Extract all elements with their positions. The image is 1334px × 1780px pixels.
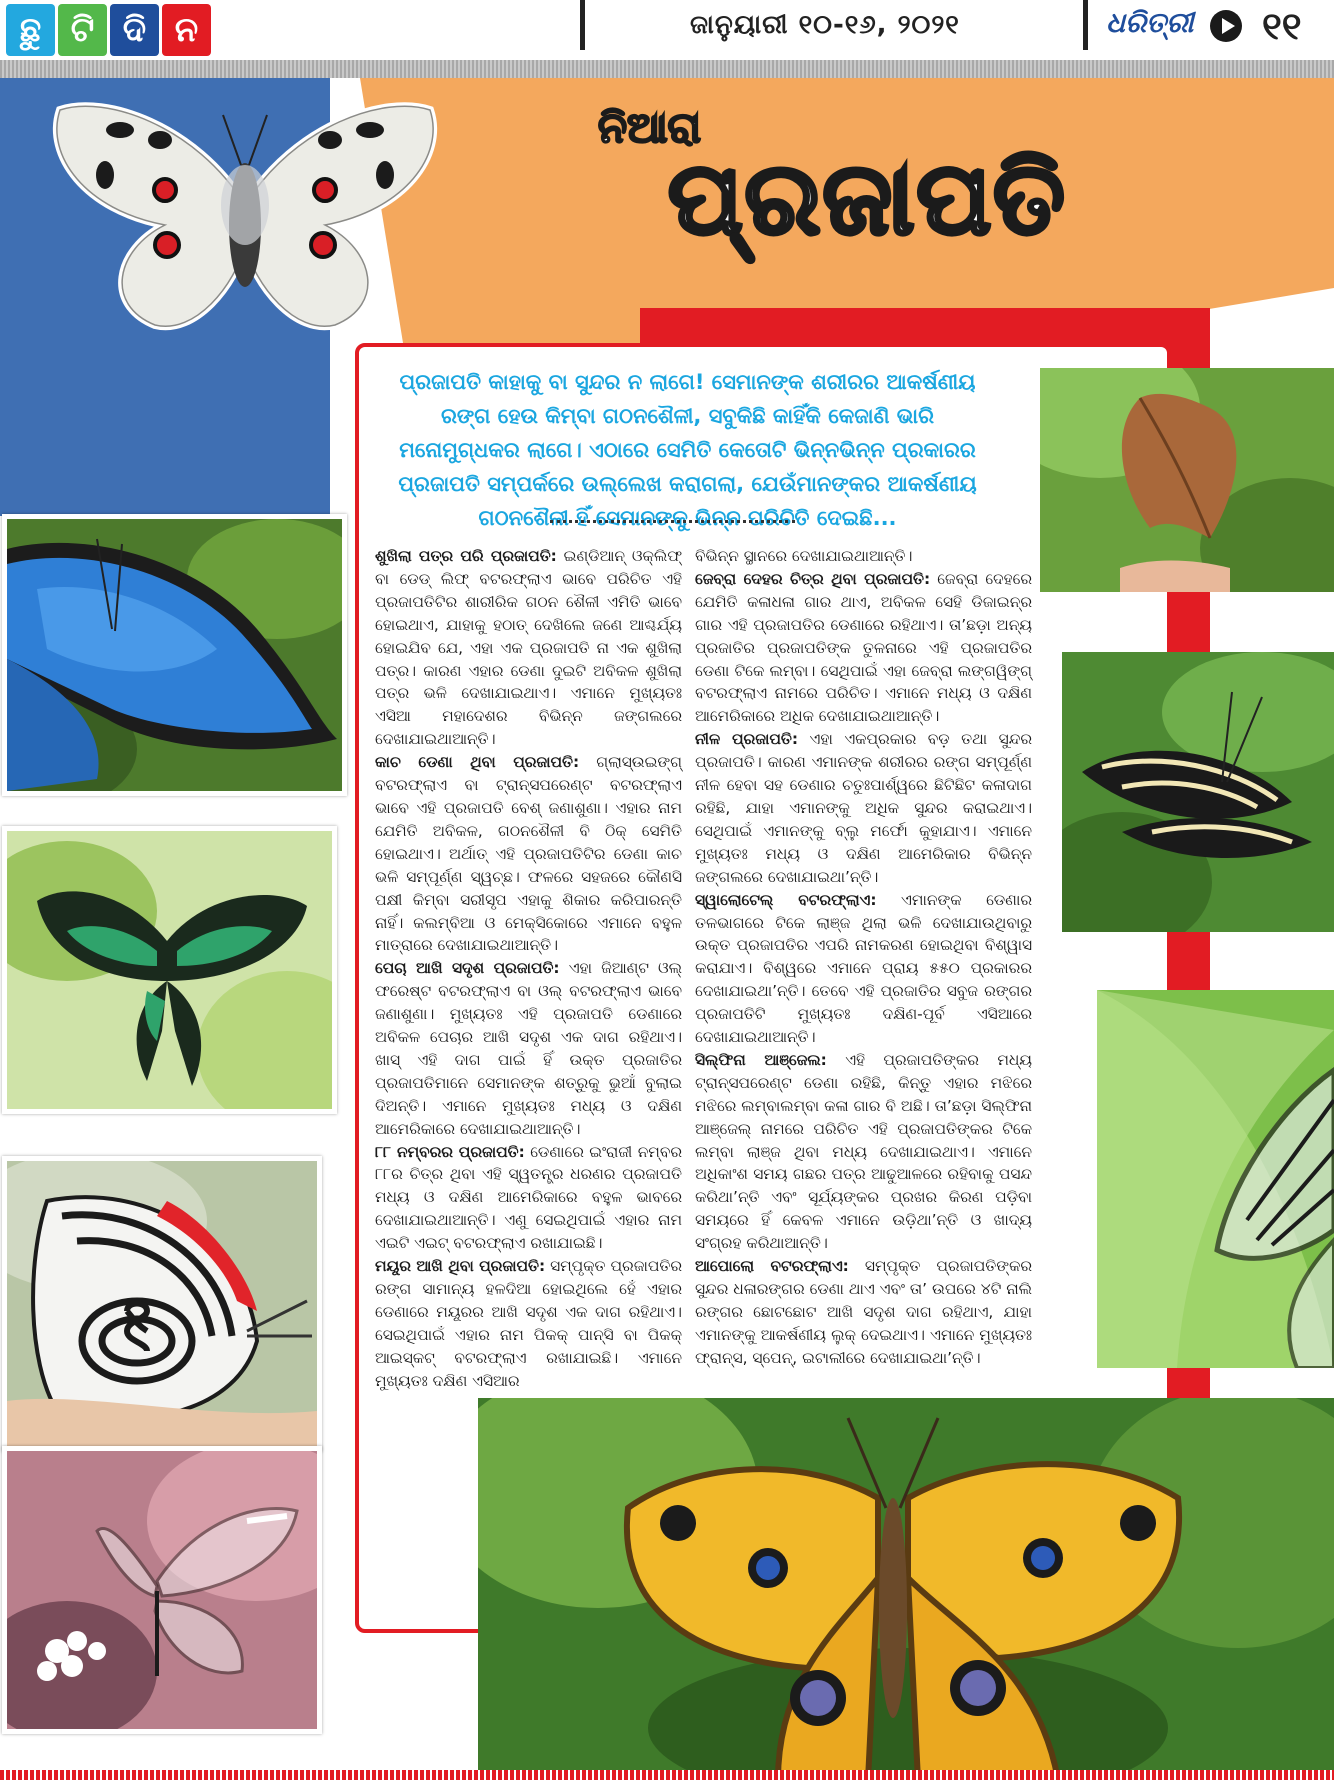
dotted-divider xyxy=(550,520,795,523)
section-logo-tile: ଦି xyxy=(110,4,159,56)
section-logo xyxy=(6,4,211,56)
subhead: କାଚ ଡେଣା ଥିବା ପ୍ରଜାପତି: xyxy=(375,753,580,772)
paragraph-text: ଏହି ପ୍ରଜାପତିଙ୍କର ମଧ୍ୟ ଟ୍ରାନ୍ସପରେଣ୍ଟ ଡେଣା ରହିଛି, କିନ୍ତୁ ଏହାର ମଝିରେ ମଝିରେ ଲମ୍ବାଲମ୍ବା କଳା ଗାର ବି ଅଛି। ତା’ଛଡ଼ା ସିଲ୍‌ଫିନା ଆଞ୍ଜେଲ୍ ନାମରେ ପରିଚିତ ଏହି ପ୍ରଜାପତିଙ୍କର ଟିକେ ଲମ୍ବା ଲାଞ୍ଜ ଥିବା ମଧ୍ୟ ଦେଖାଯାଇଥାଏ। ଏମାନେ ଅଧିକାଂଶ ସମୟ ଗଛର ପତ୍ର ଆଢୁଆଳରେ ରହିବାକୁ ପସନ୍ଦ କରିଥା’ନ୍ତି ଏବଂ ସୂର୍ଯ୍ୟଙ୍କର ପ୍ରଖର କିରଣ ପଡ଼ିବା ସମୟରେ ହିଁ କେବଳ ଏମାନେ ଉଡ଼ିଥା’ନ୍ତି ଓ ଖାଦ୍ୟ ସଂଗ୍ରହ କରିଥାଆନ୍ତି। xyxy=(695,1050,1032,1253)
paragraph-text: ସମ୍ପୃକ୍ତ ପ୍ରଜାପତିର ରଙ୍ଗ ସାମାନ୍ୟ ହଳଦିଆ ହୋଇଥିଲେ ହେଁ ଏହାର ଡେଣାରେ ମୟୂରର ଆଖି ସଦୃଶ ଏକ ଦାଗ ରହିଥାଏ। ସେଇଥିପାଇଁ ଏହାର ନାମ ପିକକ୍ ପାନ୍ସି ବା ପିକକ୍ ଆଇସ୍କଟ୍ ବଟରଫ୍ଲାଏ ରଖାଯାଇଛି। ଏମାନେ ମୁଖ୍ୟତଃ ଦକ୍ଷିଣ ଏସିଆର xyxy=(375,1257,682,1390)
newspaper-logo: ଧରିତ୍ରୀ xyxy=(1106,6,1194,39)
glasswing-butterfly-photo xyxy=(2,1446,322,1734)
paragraph-text: ଡେଣାରେ ଇଂରାଜୀ ନମ୍ବର ୮୮ର ଚିତ୍ର ଥିବା ଏହି ସ୍ୱତନ୍ତ୍ର ଧରଣର ପ୍ରଜାପତି ମଧ୍ୟ ଓ ଦକ୍ଷିଣ ଆମେରିକାରେ ବହୁଳ ଭାବରେ ଦେଖାଯାଇଥାଆନ୍ତି। ଏଣୁ ସେଇଥିପାଇଁ ଏହାର ନାମ ଏଇଟି ଏଇଟ୍ ବଟରଫ୍ଲାଏ ରଖାଯାଇଛି। xyxy=(375,1142,682,1253)
article-paragraph xyxy=(375,545,682,751)
subhead: ଜେବ୍ରା ଦେହର ଚିତ୍ର ଥିବା ପ୍ରଜାପତି: xyxy=(695,569,931,588)
paragraph-text: ଏହା ଏକପ୍ରକାର ବଡ଼ ତଥା ସୁନ୍ଦର ପ୍ରଜାପତି। କାରଣ ଏମାନଙ୍କ ଶରୀରର ରଙ୍ଗ ସମ୍ପୂର୍ଣ୍ଣ ନୀଳ ହେବା ସହ ଡେଣାର ଚତୁଃପାର୍ଶ୍ୱରେ ଛିଟିଛିଟ କଳାଦାଗ ରହିଛି, ଯାହା ଏମାନଙ୍କୁ ଅଧିକ ସୁନ୍ଦର କରାଇଥାଏ। ସେଥିପାଇଁ ଏମାନଙ୍କୁ ବ୍ଲୁ ମର୍ଫୋ କୁହାଯାଏ। ଏମାନେ ମୁଖ୍ୟତଃ ମଧ୍ୟ ଓ ଦକ୍ଷିଣ ଆମେରିକାର ବିଭିନ୍ନ ଜଙ୍ଗଲରେ ଦେଖାଯାଇଥା’ନ୍ତି। xyxy=(695,730,1032,886)
page-number: ୧୧ xyxy=(1262,4,1302,48)
subhead: ସ୍ୱାଲୋଟେଲ୍ ବଟରଫ୍ଲାଏ: xyxy=(695,890,877,909)
peacock-pansy-photo xyxy=(478,1398,1334,1780)
article-paragraph xyxy=(695,545,1032,568)
article-column-left xyxy=(375,545,682,1393)
headline-kicker: ନିଆରା xyxy=(598,103,701,152)
eighty-eight-butterfly-photo xyxy=(2,1156,322,1452)
paragraph-text: ଇଣ୍ଡିଆନ୍ ଓକ୍‌ଲିଫ୍ ବା ଡେଡ୍ ଲିଫ୍ ବଟରଫ୍ଲାଏ ଭାବେ ପରିଚିତ ଏହି ପ୍ରଜାପତିଟିର ଶାରୀରିକ ଗଠନ ଶୈଳୀ ଏମିତି ଭାବେ ହୋଇଥାଏ, ଯାହାକୁ ହଠାତ୍ ଦେଖିଲେ ଜଣେ ଆଶ୍ଚର୍ଯ୍ୟ ହୋଇଯିବ ଯେ, ଏହା ଏକ ପ୍ରଜାପତି ନା ଏକ ଶୁଖିଲା ପତ୍ର। କାରଣ ଏହାର ଡେଣା ଦୁଇଟି ଅବିକଳ ଶୁଖିଲା ପତ୍ର ଭଳି ଦେଖାଯାଇଥାଏ। ଏମାନେ ମୁଖ୍ୟତଃ ଏସିଆ ମହାଦେଶର ବିଭିନ୍ନ ଜଙ୍ଗଲରେ ଦେଖାଯାଇଥାଆନ୍ତି। xyxy=(375,547,682,749)
masthead xyxy=(0,0,1334,66)
masthead-strip xyxy=(0,60,1334,78)
paragraph-text: ବିଭିନ୍ନ ସ୍ଥାନରେ ଦେଖାଯାଇଥାଆନ୍ତି। xyxy=(695,547,913,565)
headline-title: ପ୍ରଜାପତି xyxy=(668,140,1067,257)
issue-date: ଜାନୁୟାରୀ ୧୦-୧୬, ୨୦୨୧ xyxy=(690,10,960,40)
article-column-right xyxy=(695,545,1032,1370)
article-paragraph xyxy=(375,751,682,957)
subhead: ୮୮ ନମ୍ବରର ପ୍ରଜାପତି: xyxy=(375,1142,525,1161)
article-paragraph xyxy=(375,1255,682,1392)
bottom-rule xyxy=(0,1770,1334,1780)
paragraph-text: ଜେବ୍ରା ଦେହରେ ଯେମିତି କଳାଧଳା ଗାର ଥାଏ, ଅବିକଳ ସେହି ଡିଜାଇନ୍‌ର ଗାର ଏହି ପ୍ରଜାପତିର ଡେଣାରେ ରହିଥାଏ। ତା’ଛଡ଼ା ଅନ୍ୟ ପ୍ରଜାତିର ପ୍ରଜାପତିଙ୍କ ତୁଳନାରେ ଏହି ପ୍ରଜାପତିର ଡେଣା ଟିକେ ଲମ୍ବା। ସେଥିପାଇଁ ଏହା ଜେବ୍ରା ଲଙ୍ଗୱିଙ୍ଗ୍ ବଟରଫ୍ଲାଏ ନାମରେ ପରିଚିତ। ଏମାନେ ମଧ୍ୟ ଓ ଦକ୍ଷିଣ ଆମେରିକାରେ ଅଧିକ ଦେଖାଯାଇଥାଆନ୍ତି। xyxy=(695,569,1032,726)
paragraph-text: ଏମାନଙ୍କ ଡେଣାର ତଳଭାଗରେ ଟିକେ ଲାଞ୍ଜ ଥିଲା ଭଳି ଦେଖାଯାଉଥିବାରୁ ଉକ୍ତ ପ୍ରଜାପତିର ଏପରି ନାମକରଣ ହୋଇଥିବା ବିଶ୍ୱାସ କରାଯାଏ। ବିଶ୍ୱରେ ଏମାନେ ପ୍ରାୟ ୫୫୦ ପ୍ରକାରର ଦେଖାଯାଇଥା’ନ୍ତି। ତେବେ ଏହି ପ୍ରଜାତିର ସବୁଜ ରଙ୍ଗର ପ୍ରଜାପତିଟି ମୁଖ୍ୟତଃ ଦକ୍ଷିଣ-ପୂର୍ବ ଏସିଆରେ ଦେଖାଯାଇଥାଆନ୍ତି। xyxy=(695,890,1032,1047)
article-paragraph xyxy=(695,568,1032,728)
article-paragraph xyxy=(375,1141,682,1256)
subhead: ସିଲ୍‌ଫିନା ଆଞ୍ଜେଲ: xyxy=(695,1050,827,1069)
article-paragraph xyxy=(375,957,682,1140)
article-intro: ପ୍ରଜାପତି କାହାକୁ ବା ସୁନ୍ଦର ନ ଲାଗେ! ସେମାନଙ୍କ ଶରୀରର ଆକର୍ଷଣୀୟ ରଙ୍ଗ ହେଉ କିମ୍ବା ଗଠନଶୈଳୀ, ସବୁକିଛି କାହିଁକି କେଜାଣି ଭାରି ମନୋମୁଗ୍ଧକର ଲାଗେ। ଏଠାରେ ସେମିତି କେତୋଟି ଭିନ୍ନଭିନ୍ନ ପ୍ରକାରର ପ୍ରଜାପତି ସମ୍ପର୍କରେ ଉଲ୍ଲେଖ କରାଗଲା, ଯେଉଁମାନଙ୍କର ଆକର୍ଷଣୀୟ ଗଠନଶୈଳୀ ହିଁ ସେମାନଙ୍କୁ ଭିନ୍ନ ପରିଚିତି ଦେଇଛି... xyxy=(398,370,977,530)
article-paragraph xyxy=(695,728,1032,888)
divider xyxy=(1083,0,1088,50)
divider xyxy=(580,0,585,50)
green-swallowtail-photo xyxy=(2,826,337,1114)
apollo-butterfly-image xyxy=(45,85,445,335)
subhead: ଆପୋଲୋ ବଟରଫ୍ଲାଏ: xyxy=(695,1257,849,1276)
subhead: ପେଚା ଆଖି ସଦୃଶ ପ୍ରଜାପତି: xyxy=(375,959,560,978)
section-logo-tile: ଛୁ xyxy=(6,4,55,56)
play-icon xyxy=(1210,10,1242,42)
paragraph-text: ଗ୍ଲାସ୍‌ଉଇଙ୍ଗ୍ ବଟରଫ୍ଲାଏ ବା ଟ୍ରାନ୍ସପରେଣ୍ଟ ବଟରଫ୍ଲାଏ ଭାବେ ଏହି ପ୍ରଜାପତି ବେଶ୍ ଜଣାଶୁଣା। ଏହାର ନାମ ଯେମିତି ଅବିକଳ, ଗଠନଶୈଳୀ ବି ଠିକ୍ ସେମିତି ହୋଇଥାଏ। ଅର୍ଥାତ୍ ଏହି ପ୍ରଜାପତିଟିର ଡେଣା କାଚ ଭଳି ସମ୍ପୂର୍ଣ୍ଣ ସ୍ୱଚ୍ଛ। ଫଳରେ ସହଜରେ କୌଣସି ପକ୍ଷୀ କିମ୍ବା ସରୀସୃପ ଏହାକୁ ଶିକାର କରିପାରନ୍ତି ନାହିଁ। କଲମ୍ବିଆ ଓ ମେକ୍ସିକୋରେ ଏମାନେ ବହୁଳ ମାତ୍ରାରେ ଦେଖାଯାଇଥାଆନ୍ତି। xyxy=(375,753,682,955)
article-paragraph xyxy=(695,1049,1032,1255)
blue-morpho-photo xyxy=(2,514,347,796)
dead-leaf-butterfly-photo xyxy=(1040,368,1334,592)
subhead: ମୟୂର ଆଖି ଥିବା ପ୍ରଜାପତି: xyxy=(375,1257,546,1276)
paragraph-text: ଏହା ଜିଆଣ୍ଟ ଓଲ୍ ଫରେଷ୍ଟ ବଟରଫ୍ଲାଏ ବା ଓଲ୍ ବଟରଫ୍ଲାଏ ଭାବେ ଜଣାଶୁଣା। ମୁଖ୍ୟତଃ ଏହି ପ୍ରଜାପତି ଡେଣାରେ ଅବିକଳ ପେଚାର ଆଖି ସଦୃଶ ଏକ ଦାଗ ରହିଥାଏ। ଖାସ୍ ଏହି ଦାଗ ପାଇଁ ହିଁ ଉକ୍ତ ପ୍ରଜାତିର ପ୍ରଜାପତିମାନେ ସେମାନଙ୍କ ଶତ୍ରୁକୁ ଭୁଆଁ ବୁଲାଇ ଦିଅନ୍ତି। ଏମାନେ ମୁଖ୍ୟତଃ ମଧ୍ୟ ଓ ଦକ୍ଷିଣ ଆମେରିକାରେ ଦେଖାଯାଇଥାଆନ୍ତି। xyxy=(375,959,682,1138)
article-paragraph xyxy=(695,889,1032,1049)
section-logo-tile: ଟି xyxy=(58,4,107,56)
subhead: ଶୁଖିଲା ପତ୍ର ପରି ପ୍ରଜାପତି: xyxy=(375,547,557,565)
paragraph-text: ସମ୍ପୃକ୍ତ ପ୍ରଜାପତିଙ୍କର ସୁନ୍ଦର ଧଳାରଙ୍ଗର ଡେଣା ଥାଏ ଏବଂ ତା’ ଉପରେ ୪ଟି ନାଲି ରଙ୍ଗର ଛୋଟଛୋଟ ଆଖି ସଦୃଶ ଦାଗ ରହିଥାଏ, ଯାହା ଏମାନଙ୍କୁ ଆକର୍ଷଣୀୟ ଲୁକ୍ ଦେଇଥାଏ। ଏମାନେ ମୁଖ୍ୟତଃ ଫ୍ରାନ୍ସ, ସ୍ପେନ୍, ଇଟାଲୀରେ ଦେଖାଯାଇଥା’ନ୍ତି। xyxy=(695,1257,1032,1367)
article-paragraph xyxy=(695,1255,1032,1370)
subhead: ନୀଳ ପ୍ରଜାପତି: xyxy=(695,730,799,749)
sylphina-angel-photo xyxy=(1097,990,1334,1368)
section-logo-tile: ନ xyxy=(162,4,211,56)
zebra-longwing-photo xyxy=(1062,652,1334,932)
